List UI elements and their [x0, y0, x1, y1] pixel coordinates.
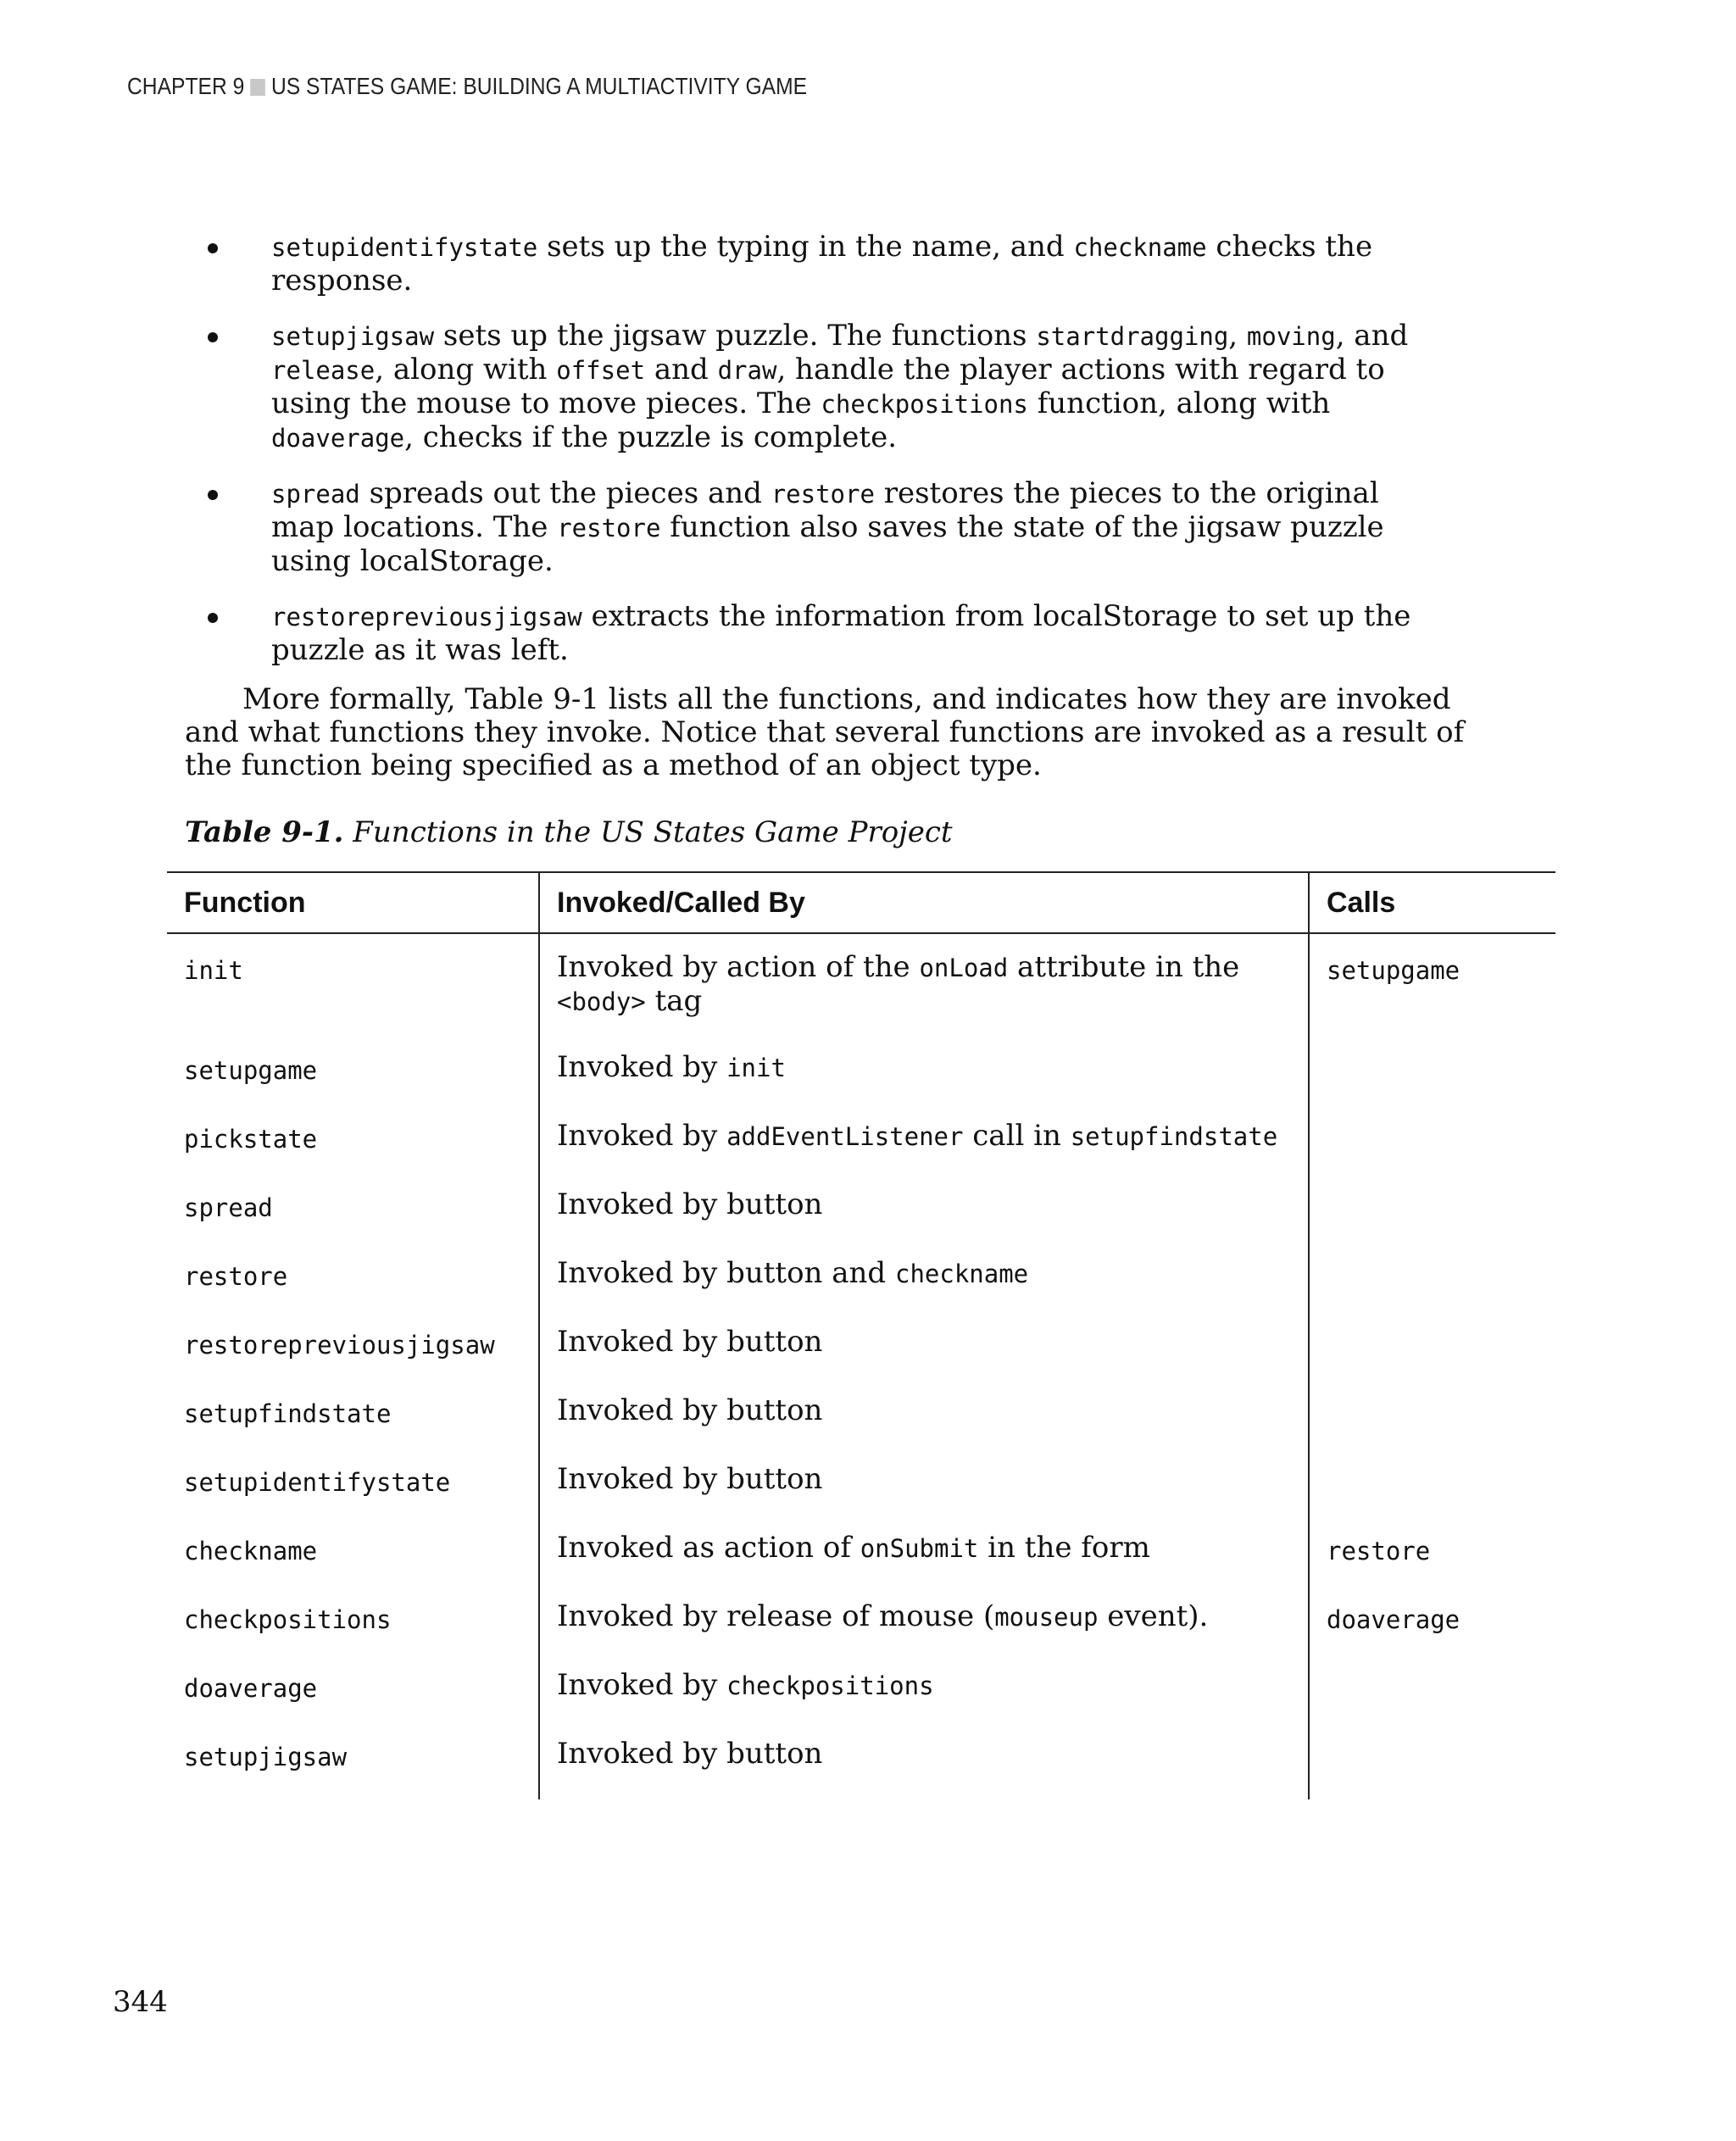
- invoked-by-cell: [538, 1309, 1308, 1377]
- bullet-text: , handle the player actions with regard to using the mouse to move pieces. The: [271, 353, 1385, 420]
- bullet-text: , along with: [375, 353, 557, 386]
- cell-text: Invoked by: [557, 1119, 727, 1153]
- function-name-cell: spread: [184, 1193, 273, 1222]
- header-invoked-by: Invoked/Called By: [538, 873, 1308, 932]
- bullet-text: sets up the jigsaw puzzle. The functions: [434, 319, 1037, 353]
- cell-text: Invoked by: [557, 1050, 727, 1084]
- table-row: [167, 934, 1555, 1034]
- page-number: 344: [113, 1985, 168, 2019]
- table-row: [167, 1652, 1555, 1721]
- code-term: draw: [717, 356, 777, 385]
- cell-text: Invoked by button: [557, 1187, 823, 1221]
- function-name-cell: doaverage: [184, 1674, 318, 1703]
- code-term: release: [271, 356, 376, 385]
- code-term: init: [726, 1054, 786, 1082]
- table-caption-label: Table 9-1.: [185, 815, 344, 849]
- bullet-icon: [208, 490, 218, 500]
- cell-text: tag: [645, 984, 703, 1018]
- calls-cell: doaverage: [1308, 1583, 1555, 1652]
- code-term: offset: [556, 356, 646, 385]
- cell-text: Invoked by button and: [557, 1256, 895, 1290]
- table-row: [167, 1721, 1555, 1799]
- invoked-by-cell: [538, 1446, 1308, 1515]
- bullet-icon: [208, 613, 218, 623]
- function-name-cell: setupgame: [184, 1056, 318, 1085]
- bullet-item: [271, 320, 1441, 455]
- cell-text: Invoked as action of: [557, 1531, 860, 1565]
- cell-text: Invoked by button: [557, 1737, 823, 1771]
- invoked-by-cell: [538, 1171, 1308, 1240]
- invoked-by-cell: [538, 1103, 1308, 1171]
- bullet-text: spreads out the pieces and: [359, 476, 771, 510]
- code-term: checkname: [1073, 233, 1207, 262]
- table-row: [167, 1309, 1555, 1377]
- table-row: [167, 1515, 1555, 1583]
- separator-square-icon: [250, 79, 265, 96]
- invoked-by-cell: [538, 1721, 1308, 1799]
- bullet-text: function, along with: [1027, 386, 1331, 420]
- header-function: Function: [184, 887, 306, 919]
- code-term: restorepreviousjigsaw: [271, 603, 582, 631]
- code-term: mouseup: [994, 1603, 1099, 1632]
- cell-text: Invoked by button: [557, 1325, 823, 1359]
- calls-cell: [1308, 1240, 1555, 1309]
- code-term: addEventListener: [726, 1122, 964, 1151]
- cell-text: event).: [1098, 1599, 1209, 1633]
- bullet-text: checks the response.: [271, 230, 1373, 298]
- bullet-text: ,: [1228, 319, 1247, 353]
- code-term: moving: [1246, 322, 1336, 351]
- calls-cell: [1308, 1103, 1555, 1171]
- code-term: doaverage: [271, 424, 405, 453]
- function-name-cell: init: [184, 956, 243, 985]
- table-row: [167, 1034, 1555, 1103]
- function-name-cell: checkpositions: [184, 1605, 392, 1634]
- calls-cell: [1308, 1309, 1555, 1377]
- code-term: startdragging: [1036, 322, 1229, 351]
- cell-text: call in: [963, 1119, 1071, 1153]
- bullet-list: [271, 231, 1441, 689]
- code-term: onSubmit: [860, 1534, 979, 1563]
- function-name-cell: checkname: [184, 1537, 318, 1565]
- code-term: checkname: [895, 1260, 1029, 1288]
- function-name-cell: setupidentifystate: [184, 1468, 451, 1497]
- invoked-by-cell: [538, 1583, 1308, 1652]
- bullet-item: [271, 231, 1441, 298]
- invoked-by-cell: [538, 1515, 1308, 1583]
- table-caption-text: Functions in the US States Game Project: [343, 815, 953, 849]
- calls-cell: [1308, 1171, 1555, 1240]
- code-term: setupjigsaw: [271, 322, 435, 351]
- bullet-text: , checks if the puzzle is complete.: [404, 420, 897, 454]
- bullet-icon: [208, 332, 218, 342]
- calls-cell: [1308, 1652, 1555, 1721]
- code-term: setupfindstate: [1070, 1122, 1278, 1151]
- table-row: [167, 1171, 1555, 1240]
- function-name-cell: restorepreviousjigsaw: [184, 1331, 495, 1360]
- function-name-cell: pickstate: [184, 1125, 318, 1154]
- code-term: spread: [271, 480, 360, 509]
- invoked-by-cell: [538, 934, 1308, 1034]
- cell-text: attribute in the: [1008, 950, 1240, 984]
- table-row: [167, 1583, 1555, 1652]
- code-term: checkpositions: [821, 390, 1028, 419]
- body-paragraph: More formally, Table 9-1 lists all the functions, and indicates how they are invoked and what functions they invoke. Notice that several functions are invoked as a result of the function being specified as a method of an object type.: [185, 682, 1465, 782]
- bullet-icon: [208, 243, 218, 253]
- table-row: [167, 1103, 1555, 1171]
- header-calls: Calls: [1308, 873, 1555, 932]
- code-term: onLoad: [919, 954, 1009, 982]
- table-header: [167, 871, 1555, 934]
- cell-text: Invoked by button: [557, 1393, 823, 1427]
- chapter-title: US STATES GAME: BUILDING A MULTIACTIVITY GAME: [270, 73, 808, 99]
- invoked-by-cell: [538, 1652, 1308, 1721]
- cell-text: Invoked by action of the: [557, 950, 920, 984]
- function-name-cell: setupjigsaw: [184, 1743, 348, 1771]
- invoked-by-cell: [538, 1240, 1308, 1309]
- code-term: restore: [557, 514, 661, 542]
- code-term: <body>: [557, 987, 646, 1016]
- calls-cell: restore: [1308, 1515, 1555, 1583]
- table-row: [167, 1446, 1555, 1515]
- functions-table: [167, 871, 1555, 1799]
- table-row: [167, 1377, 1555, 1446]
- bullet-text: function also saves the state of the jigsaw puzzle using localStorage.: [271, 510, 1384, 578]
- cell-text: Invoked by release of mouse (: [557, 1599, 995, 1633]
- function-name-cell: setupfindstate: [184, 1399, 392, 1428]
- code-term: restore: [771, 480, 875, 509]
- bullet-text: , and: [1335, 319, 1409, 353]
- chapter-label: CHAPTER 9: [127, 73, 245, 99]
- calls-cell: [1308, 1034, 1555, 1103]
- table-caption: [185, 815, 953, 849]
- table-body: [167, 934, 1555, 1799]
- running-head: [127, 73, 807, 100]
- bullet-text: sets up the typing in the name, and: [537, 230, 1074, 264]
- cell-text: Invoked by button: [557, 1462, 823, 1496]
- bullet-text: extracts the information from localStorage to set up the puzzle as it was left.: [271, 599, 1411, 667]
- bullet-text: and: [645, 353, 718, 386]
- calls-cell: [1308, 1721, 1555, 1799]
- bullet-text: restores the pieces to the original map locations. The: [271, 476, 1379, 544]
- cell-text: Invoked by: [557, 1668, 727, 1702]
- bullet-item: [271, 600, 1441, 667]
- calls-cell: [1308, 1377, 1555, 1446]
- calls-cell: setupgame: [1308, 934, 1555, 1034]
- code-term: setupidentifystate: [271, 233, 538, 262]
- function-name-cell: restore: [184, 1262, 288, 1291]
- code-term: checkpositions: [726, 1671, 934, 1700]
- cell-text: in the form: [978, 1531, 1150, 1565]
- invoked-by-cell: [538, 1377, 1308, 1446]
- table-row: [167, 1240, 1555, 1309]
- bullet-item: [271, 477, 1441, 578]
- invoked-by-cell: [538, 1034, 1308, 1103]
- calls-cell: [1308, 1446, 1555, 1515]
